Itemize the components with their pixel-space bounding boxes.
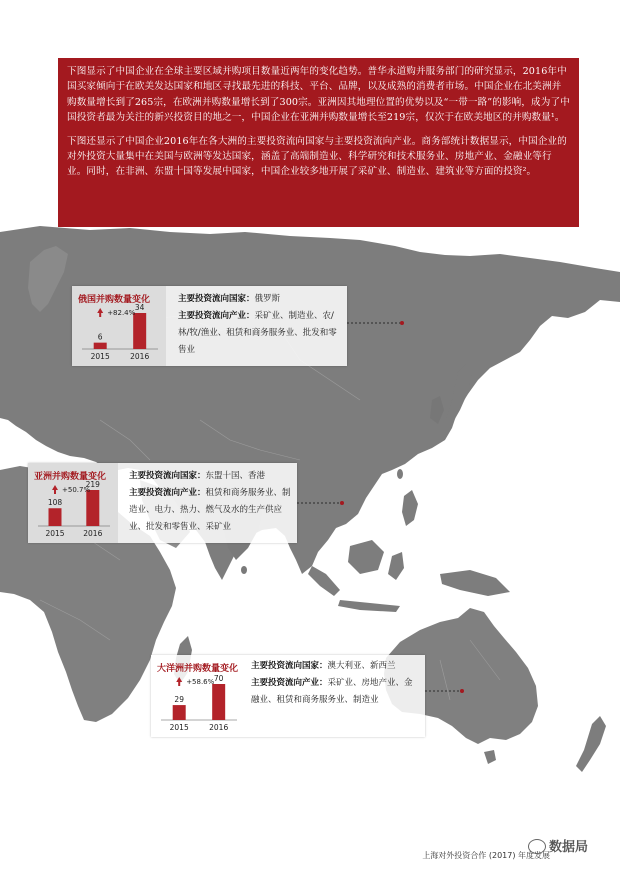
data-label-2016: 70 bbox=[213, 674, 224, 683]
sulawesi bbox=[388, 552, 404, 580]
bar-2016 bbox=[86, 490, 99, 526]
new-zealand bbox=[576, 716, 606, 772]
watermark-text: 数据局 bbox=[549, 840, 589, 855]
asia-bar-chart bbox=[28, 463, 118, 543]
java bbox=[338, 600, 400, 612]
category-label-2016: 2016 bbox=[130, 352, 150, 361]
bar-2016 bbox=[212, 684, 225, 720]
data-label-2015: 6 bbox=[97, 332, 103, 342]
oceania-panel bbox=[151, 655, 425, 737]
tasmania bbox=[484, 750, 496, 764]
oceania-bar-chart bbox=[151, 655, 245, 737]
bar-2015 bbox=[49, 508, 62, 526]
asia-panel bbox=[28, 463, 297, 543]
philippines bbox=[402, 490, 418, 526]
data-label-2015: 29 bbox=[174, 695, 184, 705]
wechat-icon bbox=[528, 839, 546, 854]
oceania-chart-title: 大洋洲并购数量变化 bbox=[157, 664, 239, 674]
russia-industry-label: 主要投资流向产业： bbox=[178, 311, 255, 321]
russia-chart-title: 俄国并购数量变化 bbox=[78, 295, 151, 305]
oceania-industry-label: 主要投资流向产业： bbox=[251, 678, 328, 688]
new-guinea bbox=[440, 570, 510, 596]
data-label-2015: 108 bbox=[47, 498, 63, 508]
growth-label: +50.7% bbox=[62, 486, 91, 494]
data-label-2016: 219 bbox=[85, 480, 100, 489]
intro-paragraph-2: 下图还显示了中国企业2016年在各大洲的主要投资流向国家与主要投资流向产业。商务部统计数据显示，中国企业的对外投资大量集中在美国与欧洲等发达国家，涵盖了高端制造业、科学研究和技术服务业、房地产业、金融业等行业。同时，在非洲、东盟十国等发展中国家，中国企业较多地开展了采矿业、制造业、建筑业等方面的投资²。 bbox=[67, 135, 567, 178]
intro-paragraph-1: 下图显示了中国企业在全球主要区域并购项目数量近两年的变化趋势。普华永道购并服务部门的研究显示，2016年中国买家倾向于在欧美发达国家和地区寻找最先进的科技、平台、品牌，以及成熟的消费者市场。中国企业在北美洲并购数量增长到了265宗，在欧洲并购数量增长到了300宗。亚洲因其地理位置的优势以及“一带一路”的影响，成为了中国投资者最为关注的新兴投资目的地之一，中国企业在亚洲并购数量增长至219宗，仅次于在欧美地区的并购数量¹。 bbox=[67, 66, 570, 124]
sri-lanka bbox=[241, 566, 247, 574]
category-label-2016: 2016 bbox=[209, 723, 229, 732]
sumatra bbox=[308, 566, 340, 596]
growth-label: +58.6% bbox=[186, 678, 215, 686]
asia-info bbox=[129, 468, 293, 536]
oceania-info bbox=[251, 658, 421, 709]
asia-industry-value: 租赁和商务服务业、制造业、电力、热力、燃气及水的生产供应业、批发和零售业、采矿业 bbox=[129, 488, 291, 532]
taiwan bbox=[397, 469, 403, 479]
growth-arrow-icon bbox=[97, 308, 103, 317]
growth-label: +82.4% bbox=[107, 309, 136, 317]
bar-2016 bbox=[133, 313, 146, 349]
category-label-2015: 2015 bbox=[90, 352, 110, 361]
data-label-2016: 34 bbox=[134, 303, 145, 312]
growth-arrow-icon bbox=[176, 677, 182, 686]
oceania-country-value: 澳大利亚、新西兰 bbox=[327, 661, 396, 671]
asia-country-label: 主要投资流向国家： bbox=[129, 471, 206, 481]
oceania-industry-value: 采矿业、房地产业、金融业、租赁和商务服务业、制造业 bbox=[251, 678, 413, 705]
russia-info bbox=[178, 291, 342, 359]
borneo bbox=[348, 540, 384, 574]
category-label-2015: 2015 bbox=[45, 529, 65, 538]
watermark bbox=[528, 836, 588, 855]
russia-industry-value: 采矿业、制造业、农/林/牧/渔业、租赁和商务服务业、批发和零售业 bbox=[178, 311, 337, 355]
growth-arrow-icon bbox=[52, 485, 58, 494]
russia-country-label: 主要投资流向国家： bbox=[178, 294, 255, 304]
russia-panel bbox=[72, 286, 347, 366]
russia-country-value: 俄罗斯 bbox=[254, 294, 281, 304]
asia-chart-title: 亚洲并购数量变化 bbox=[34, 472, 107, 482]
bar-2015 bbox=[173, 705, 186, 720]
oceania-country-label: 主要投资流向国家： bbox=[251, 661, 328, 671]
intro-text-block bbox=[58, 58, 579, 227]
category-label-2016: 2016 bbox=[83, 529, 103, 538]
asia-industry-label: 主要投资流向产业： bbox=[129, 488, 206, 498]
bar-2015 bbox=[94, 343, 107, 349]
category-label-2015: 2015 bbox=[169, 723, 189, 732]
footer-text: 上海对外投资合作 (2017) 年度发展 bbox=[422, 851, 550, 860]
asia-country-value: 东盟十国、香港 bbox=[205, 471, 266, 481]
russia-bar-chart bbox=[72, 286, 166, 366]
